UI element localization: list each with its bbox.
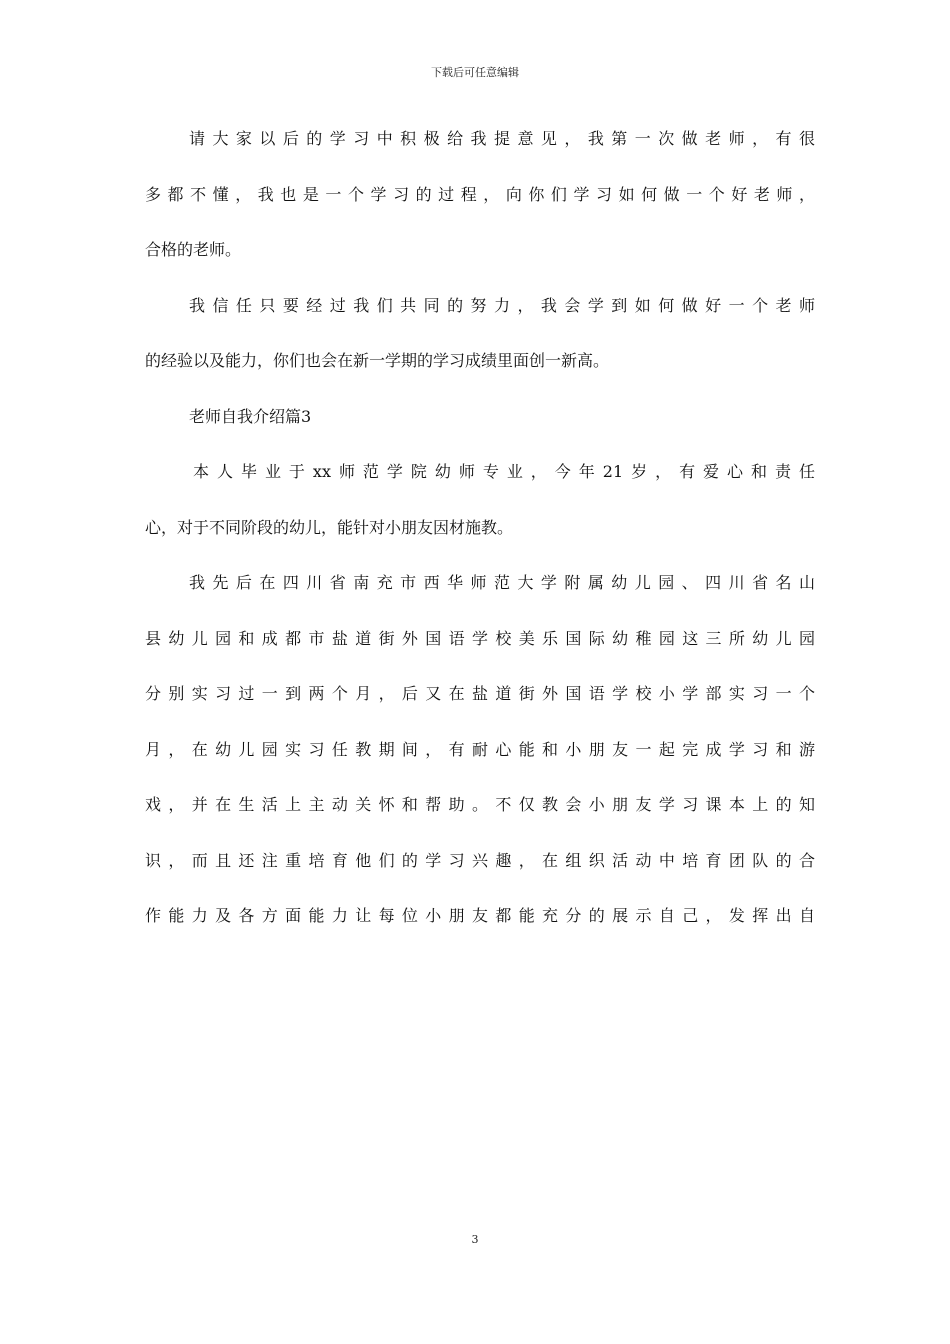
text-line: 我信任只要经过我们共同的努力，我会学到如何做好一个老师 <box>189 295 815 315</box>
text-line: 本人毕业于xx师范学院幼师专业，今年21岁，有爱心和责任 <box>193 462 815 481</box>
text-line: 多都不懂，我也是一个学习的过程，向你们学习如何做一个好老师， <box>145 184 815 204</box>
section-heading <box>145 404 815 460</box>
document-body <box>145 126 815 959</box>
text-line: 县幼儿园和成都市盐道街外国语学校美乐国际幼稚园这三所幼儿园 <box>145 628 815 648</box>
text-line: 合格的老师。 <box>145 240 242 259</box>
text-line: 的经验以及能力，你们也会在新一学期的学习成绩里面创一新高。 <box>145 351 610 370</box>
text-line: 作能力及各方面能力让每位小朋友都能充分的展示自己，发挥出自 <box>145 906 815 925</box>
text-line: 分别实习过一到两个月，后又在盐道街外国语学校小学部实习一个 <box>145 684 815 703</box>
paragraph <box>145 126 815 293</box>
page-number: 3 <box>471 1233 479 1246</box>
section-heading-text: 老师自我介绍篇3 <box>189 406 312 426</box>
text-line: 心，对于不同阶段的幼儿，能针对小朋友因材施教。 <box>145 517 514 537</box>
text-line: 请大家以后的学习中积极给我提意见，我第一次做老师，有很 <box>189 129 815 148</box>
text-line: 我先后在四川省南充市西华师范大学附属幼儿园、四川省名山 <box>189 573 815 592</box>
text-line: 识，而且还注重培育他们的学习兴趣，在组织活动中培育团队的合 <box>145 850 815 870</box>
text-line: 戏，并在生活上主动关怀和帮助。不仅教会小朋友学习课本上的知 <box>145 795 815 814</box>
page-header: 下载后可任意编辑 <box>431 66 519 79</box>
paragraph <box>145 459 815 570</box>
paragraph <box>145 293 815 404</box>
text-line: 月，在幼儿园实习任教期间，有耐心能和小朋友一起完成学习和游 <box>145 739 815 759</box>
paragraph <box>145 570 815 959</box>
